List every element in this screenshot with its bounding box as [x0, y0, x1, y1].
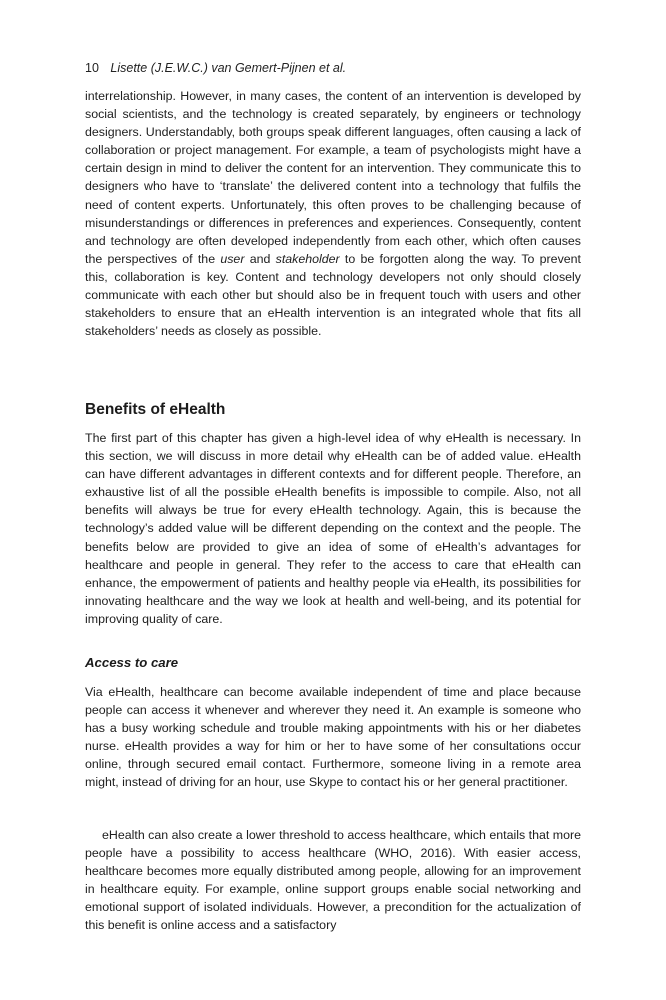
running-head-authors: Lisette (J.E.W.C.) van Gemert-Pijnen et al.: [110, 61, 347, 75]
paragraph-access-anytime: Via eHealth, healthcare can become available independent of time and place because people can access it whenever and wherever they need it. An example is someone who has a busy working schedule and trouble making appointments with his or her diabetes nurse. eHealth provides a way for him or her to have some of her consultations occur online, through secured email contact. Furthermore, someone living in a remote area might, instead of driving for an hour, use Skype to contact his or her general practitioner.: [85, 685, 581, 790]
paragraph-text: and: [244, 251, 276, 266]
emphasis-user: user: [220, 251, 245, 266]
subsection-heading-access-to-care: Access to care: [85, 655, 179, 670]
paragraph-interrelationship: [85, 87, 581, 340]
emphasis-stakeholder: stakeholder: [275, 251, 340, 266]
paragraph-text: interrelationship. However, in many cases, the content of an intervention is developed by social scientists, and the technology is created separately, by engineers or technology designers. Understandably, both groups speak different languages, often causing a lack of collaboration or project management. For example, a team of psychologists might have a certain design in mind to deliver the content for an intervention. They communicate this to designers who have to ‘translate’ the delivered content into a technology that fulfils the need of content experts. Unfortunately, this often proves to be challenging because of misunderstandings or differences in preferences and experiences. Consequently, content and technology are often developed independently from each other, which often causes the perspectives of the: [85, 89, 581, 266]
paragraph-access-threshold: eHealth can also create a lower threshold to access healthcare, which entails that more people have a possibility to access healthcare (WHO, 2016). With easier access, healthcare becomes more equally distributed among people, allowing for an improvement in healthcare equity. For example, online support groups enable social networking and emotional support of isolated individuals. However, a precondition for the actualization of this benefit is online access and a satisfactory: [85, 828, 581, 933]
running-head: [85, 60, 346, 76]
page-number: 10: [85, 61, 99, 75]
paragraph-text: to be forgotten along the way. To prevent this, collaboration is key. Content and technology developers not only should closely communicate with each other but should also be in frequent touch with users and other stakeholders to ensure that an eHealth intervention is an integrated whole that fits all stakeholders’ needs as closely as possible.: [85, 251, 581, 339]
section-heading-benefits: Benefits of eHealth: [85, 401, 226, 418]
paragraph-benefits-intro: The first part of this chapter has given a high-level idea of why eHealth is necessary. In this section, we will discuss in more detail why eHealth can be of added value. eHealth can have different advantages in different contexts and for different people. Therefore, an exhaustive list of all the possible eHealth benefits is impossible to compile. Also, not all benefits will always be true for every eHealth technology. Again, this is because the technology’s added value will be different depending on the context and the people. The benefits below are provided to give an idea of some of eHealth’s advantages for healthcare and people in general. They refer to the access to care that eHealth can enhance, the empowerment of patients and healthy people via eHealth, its possibilities for innovating healthcare and the way we look at health and well-being, and its potential for improving quality of care.: [85, 431, 581, 626]
